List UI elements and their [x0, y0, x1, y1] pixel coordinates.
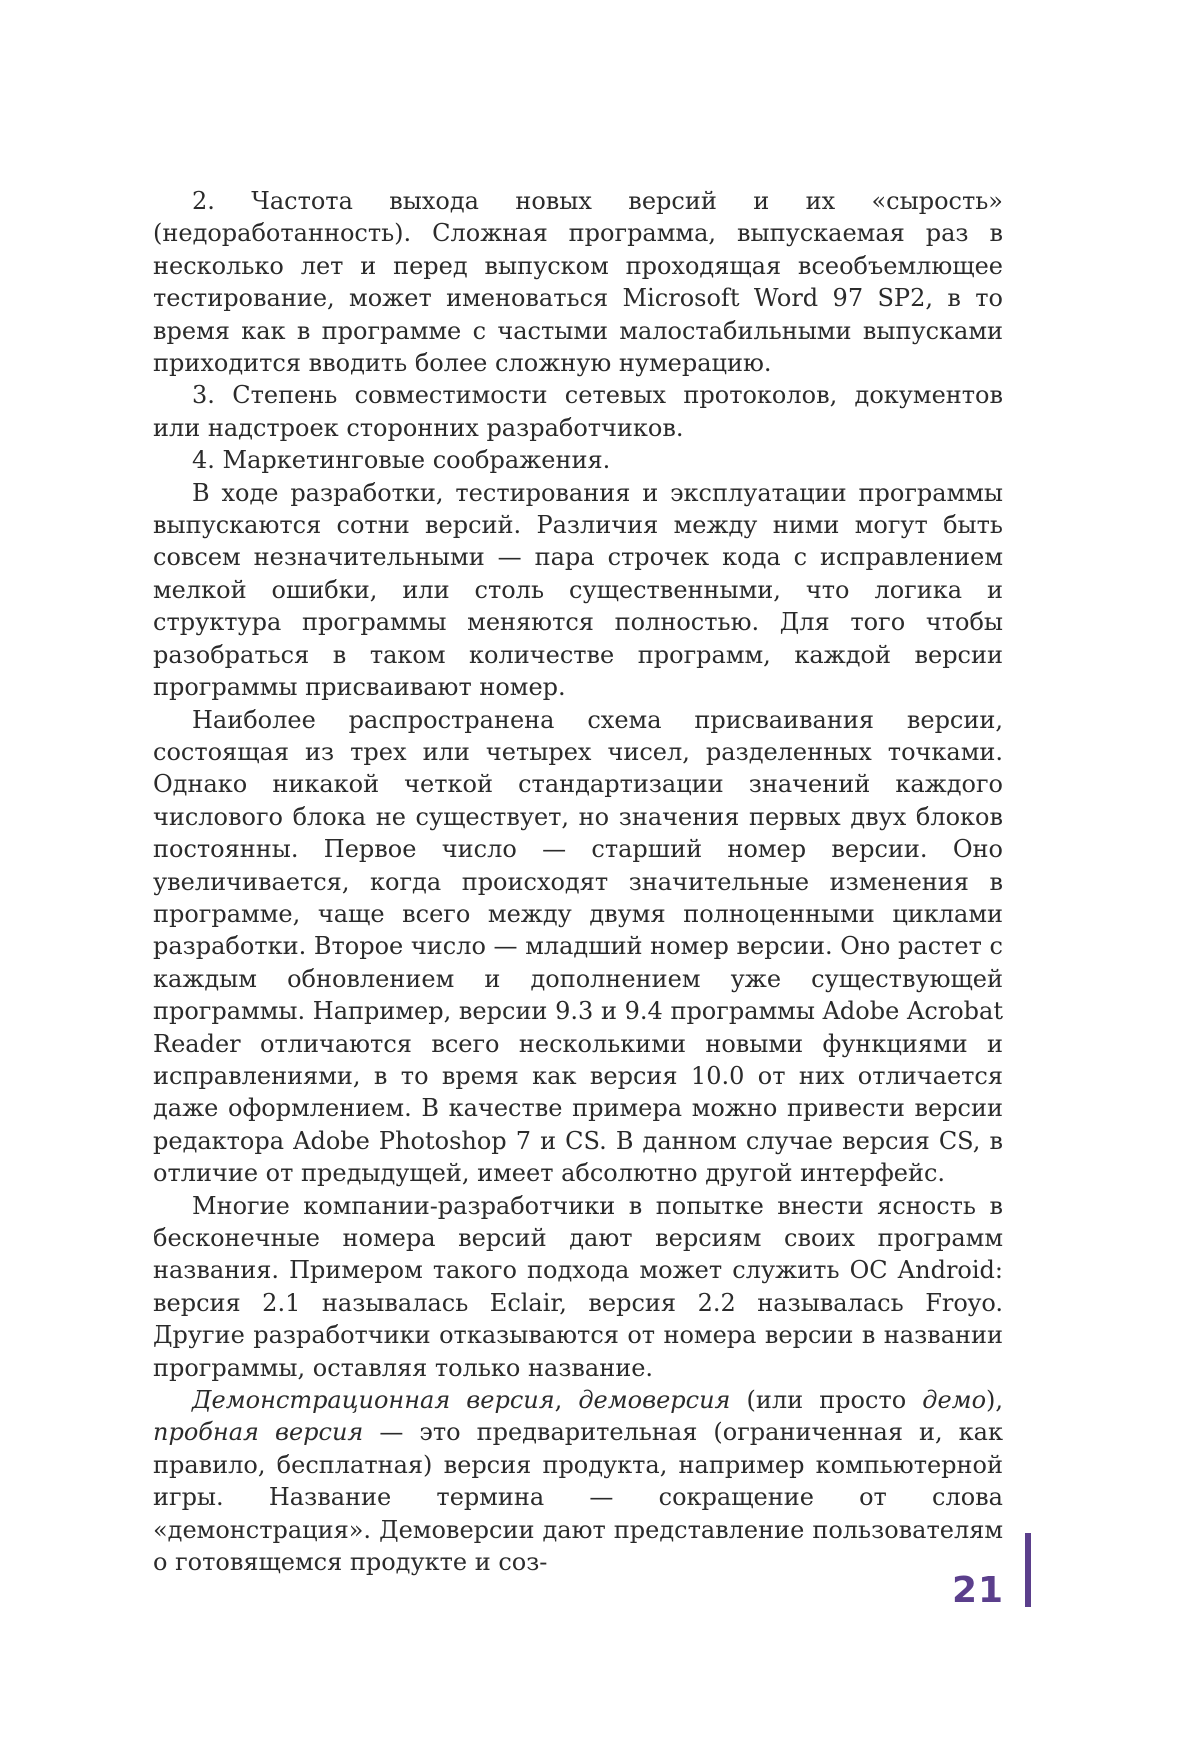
term-demoversion: демоверсия — [578, 1386, 731, 1415]
body-text — [153, 185, 1003, 1578]
paragraph-item-3: 3. Степень совместимости сетевых протоколов, документов или надстроек сторонних разработчиков. — [153, 381, 1003, 442]
paren-open-text: (или просто — [730, 1386, 923, 1415]
paragraph-version-names: Многие компании-разработчики в попытке внести ясность в бесконечные номера версий дают версиям своих программ названия. Примером такого подхода может служить ОС Android: версия 2.1 называлась Eclair, версия 2.2 называлась Froyo. Другие разработчики отказываются от номера версии в названии программы, оставляя только название. — [153, 1191, 1003, 1382]
paragraph-versions-count: В ходе разработки, тестирования и эксплуатации программы выпускаются сотни версий. Различия между ними могут быть совсем незначительными — пара строчек кода с исправлением мелкой ошибки, или столь существенными, что логика и структура программы меняются полностью. Для того чтобы разобраться в таком количестве программ, каждой версии программы присваивают номер. — [153, 478, 1003, 702]
paragraph-item-4: 4. Маркетинговые соображения. — [192, 446, 611, 475]
page-number-rule — [1025, 1533, 1031, 1607]
paragraph-demo-version — [153, 1384, 1003, 1578]
term-trial-version: пробная версия — [153, 1418, 364, 1447]
paragraph-version-scheme: Наиболее распространена схема присваивания версии, состоящая из трех или четырех чисел, разделенных точками. Однако никакой четкой стандартизации значений каждого числового блока не существует, но значения первых двух блоков постоянны. Первое число — старший номер версии. Оно увеличивается, когда происходят значительные изменения в программе, чаще всего между двумя полноценными циклами разработки. Второе число — младший номер версии. Оно растет с каждым обновлением и дополнением уже существующей программы. Например, версии 9.3 и 9.4 программы Adobe Acrobat Reader отличаются всего несколькими новыми функциями и исправлениями, в то время как версия 10.0 от них отличается даже оформлением. В качестве примера можно привести версии редактора Adobe Photoshop 7 и CS. В данном случае версия CS, в отличие от предыдущей, имеет абсолютно другой интерфейс. — [153, 705, 1003, 1188]
paragraph-item-2: 2. Частота выхода новых версий и их «сырость» (недоработанность). Сложная программа, выпускаемая раз в несколько лет и перед выпуском проходящая всеобъемлющее тестирование, может именоваться Microsoft Word 97 SP2, в то время как в программе с частыми малостабильными выпусками приходится вводить более сложную нумерацию. — [153, 187, 1003, 378]
term-demo-version: Демонстрационная версия — [192, 1386, 555, 1415]
term-demo: демо — [922, 1386, 987, 1415]
page-number: 21 — [952, 1570, 1005, 1611]
definition-text: — это предварительная (ограниченная и, как правило, бесплатная) версия продукта, например компьютерной игры. Название термина — сокращение от слова «демонстрация». Демоверсии дают представление пользователям о готовящемся продукте и соз- — [153, 1418, 1003, 1577]
paren-close-text: ), — [986, 1386, 1004, 1415]
term-separator: , — [554, 1386, 579, 1415]
